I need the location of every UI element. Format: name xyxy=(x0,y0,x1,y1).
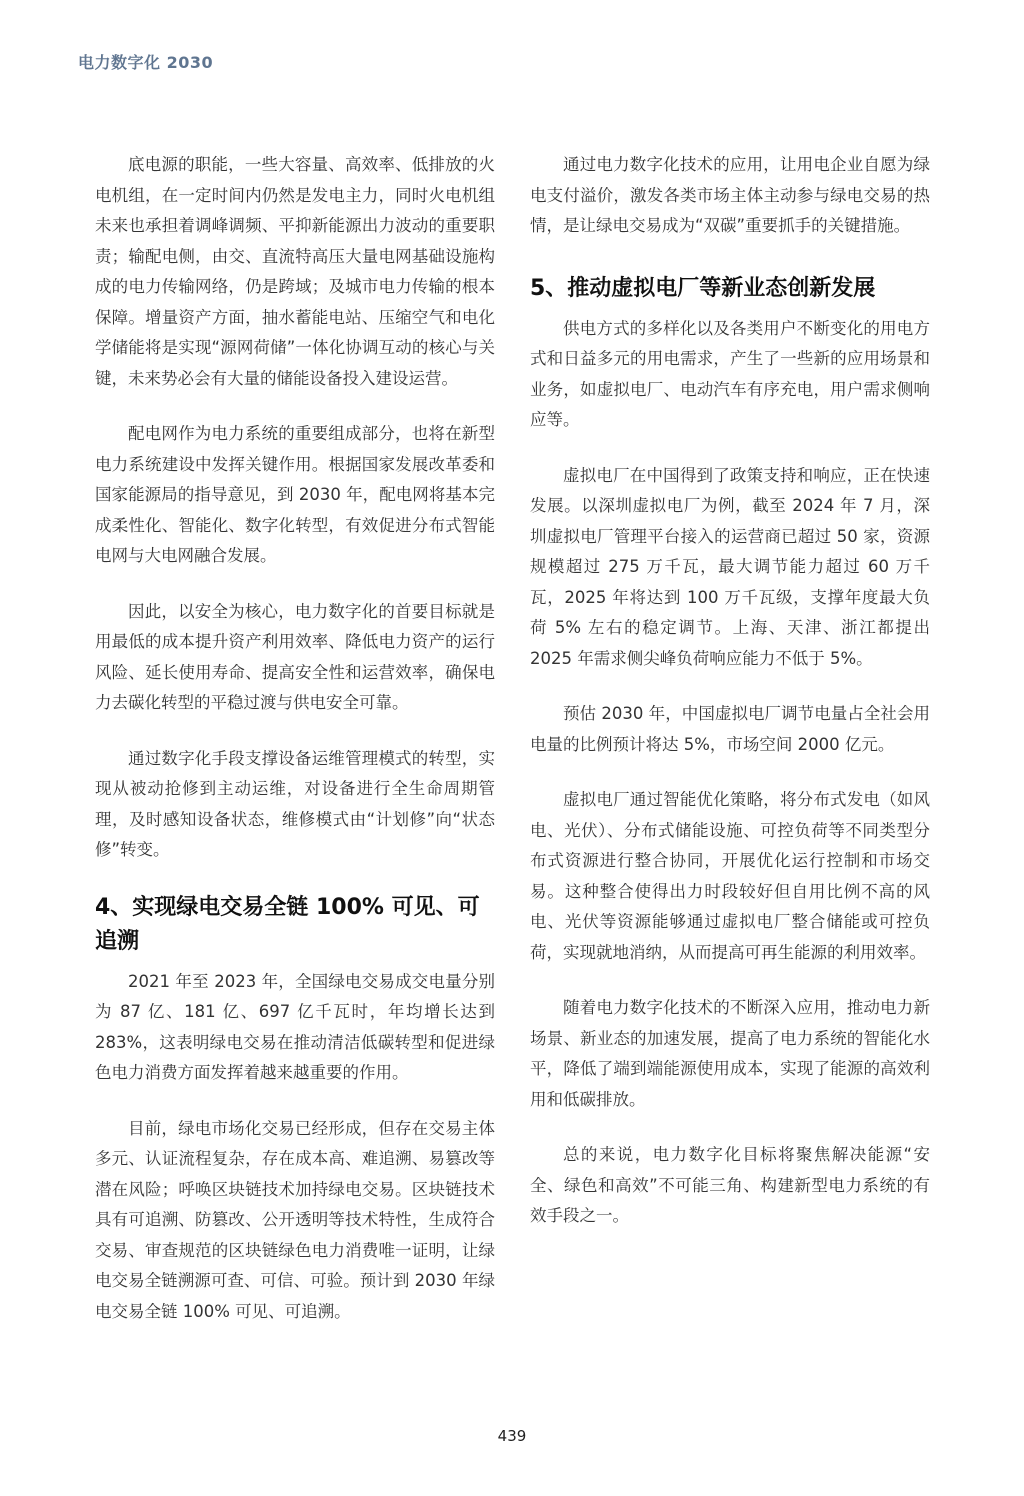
section-heading-5: 5、推动虚拟电厂等新业态创新发展 xyxy=(530,275,876,301)
body-paragraph: 预估 2030 年，中国虚拟电厂调节电量占全社会用电量的比例预计将达 5%，市场空间 2000 亿元。 xyxy=(530,704,930,754)
body-paragraph: 虚拟电厂在中国得到了政策支持和响应，正在快速发展。以深圳虚拟电厂为例，截至 2024 年 7 月，深圳虚拟电厂管理平台接入的运营商已超过 50 家，资源规模超过 275 万千瓦，最大调节能力超过 60 万千瓦，2025 年将达到 100 万千瓦级，支撑年度最大负荷 5% 左右的稳定调节。上海、天津、浙江都提出 2025 年需求侧尖峰负荷响应能力不低于 5%。 xyxy=(530,465,930,668)
running-header-title: 电力数字化 2030 xyxy=(78,53,214,72)
body-paragraph: 目前，绿电市场化交易已经形成，但存在交易主体多元、认证流程复杂，存在成本高、难追溯、易篡改等潜在风险；呼唤区块链技术加持绿电交易。区块链技术具有可追溯、防篡改、公开透明等技术特性，生成符合交易、审查规范的区块链绿色电力消费唯一证明，让绿电交易全链溯源可查、可信、可验。预计到 2030 年绿电交易全链 100% 可见、可追溯。 xyxy=(95,1118,495,1321)
body-paragraph: 供电方式的多样化以及各类用户不断变化的用电方式和日益多元的用电需求，产生了一些新的应用场景和业务，如虚拟电厂、电动汽车有序充电，用户需求侧响应等。 xyxy=(530,318,930,429)
right-column xyxy=(530,150,930,1257)
body-paragraph: 因此，以安全为核心，电力数字化的首要目标就是用最低的成本提升资产利用效率、降低电力资产的运行风险、延长使用寿命、提高安全性和运营效率，确保电力去碳化转型的平稳过渡与供电安全可靠。 xyxy=(95,601,495,712)
page-number: 439 xyxy=(497,1427,527,1445)
left-column xyxy=(95,150,495,1352)
section-heading-4: 4、实现绿电交易全链 100% 可见、可追溯 xyxy=(95,894,480,954)
body-paragraph: 2021 年至 2023 年，全国绿电交易成交电量分别为 87 亿、181 亿、697 亿千瓦时，年均增长达到 283%，这表明绿电交易在推动清洁低碳转型和促进绿色电力消费方面发挥着越来越重要的作用。 xyxy=(95,971,495,1082)
body-paragraph: 随着电力数字化技术的不断深入应用，推动电力新场景、新业态的加速发展，提高了电力系统的智能化水平，降低了端到端能源使用成本，实现了能源的高效利用和低碳排放。 xyxy=(530,998,930,1109)
body-paragraph: 总的来说，电力数字化目标将聚焦解决能源“安全、绿色和高效”不可能三角、构建新型电力系统的有效手段之一。 xyxy=(530,1145,930,1225)
body-paragraph: 底电源的职能，一些大容量、高效率、低排放的火电机组，在一定时间内仍然是发电主力，同时火电机组未来也承担着调峰调频、平抑新能源出力波动的重要职责；输配电侧，由交、直流特高压大量电网基础设施构成的电力传输网络，仍是跨域；及城市电力传输的根本保障。增量资产方面，抽水蓄能电站、压缩空气和电化学储能将是实现“源网荷储”一体化协调互动的核心与关键，未来势必会有大量的储能设备投入建设运营。 xyxy=(95,155,495,388)
body-paragraph: 配电网作为电力系统的重要组成部分，也将在新型电力系统建设中发挥关键作用。根据国家发展改革委和国家能源局的指导意见，到 2030 年，配电网将基本完成柔性化、智能化、数字化转型，有效促进分布式智能电网与大电网融合发展。 xyxy=(95,424,495,565)
body-paragraph: 通过数字化手段支撑设备运维管理模式的转型，实现从被动抢修到主动运维，对设备进行全生命周期管理，及时感知设备状态，维修模式由“计划修”向“状态修”转变。 xyxy=(95,748,495,859)
body-paragraph: 通过电力数字化技术的应用，让用电企业自愿为绿电支付溢价，激发各类市场主体主动参与绿电交易的热情，是让绿电交易成为“双碳”重要抓手的关键措施。 xyxy=(530,155,930,235)
body-paragraph: 虚拟电厂通过智能优化策略，将分布式发电（如风电、光伏）、分布式储能设施、可控负荷等不同类型分布式资源进行整合协同，开展优化运行控制和市场交易。这种整合使得出力时段较好但自用比例不高的风电、光伏等资源能够通过虚拟电厂整合储能或可控负荷，实现就地消纳，从而提高可再生能源的利用效率。 xyxy=(530,790,930,962)
